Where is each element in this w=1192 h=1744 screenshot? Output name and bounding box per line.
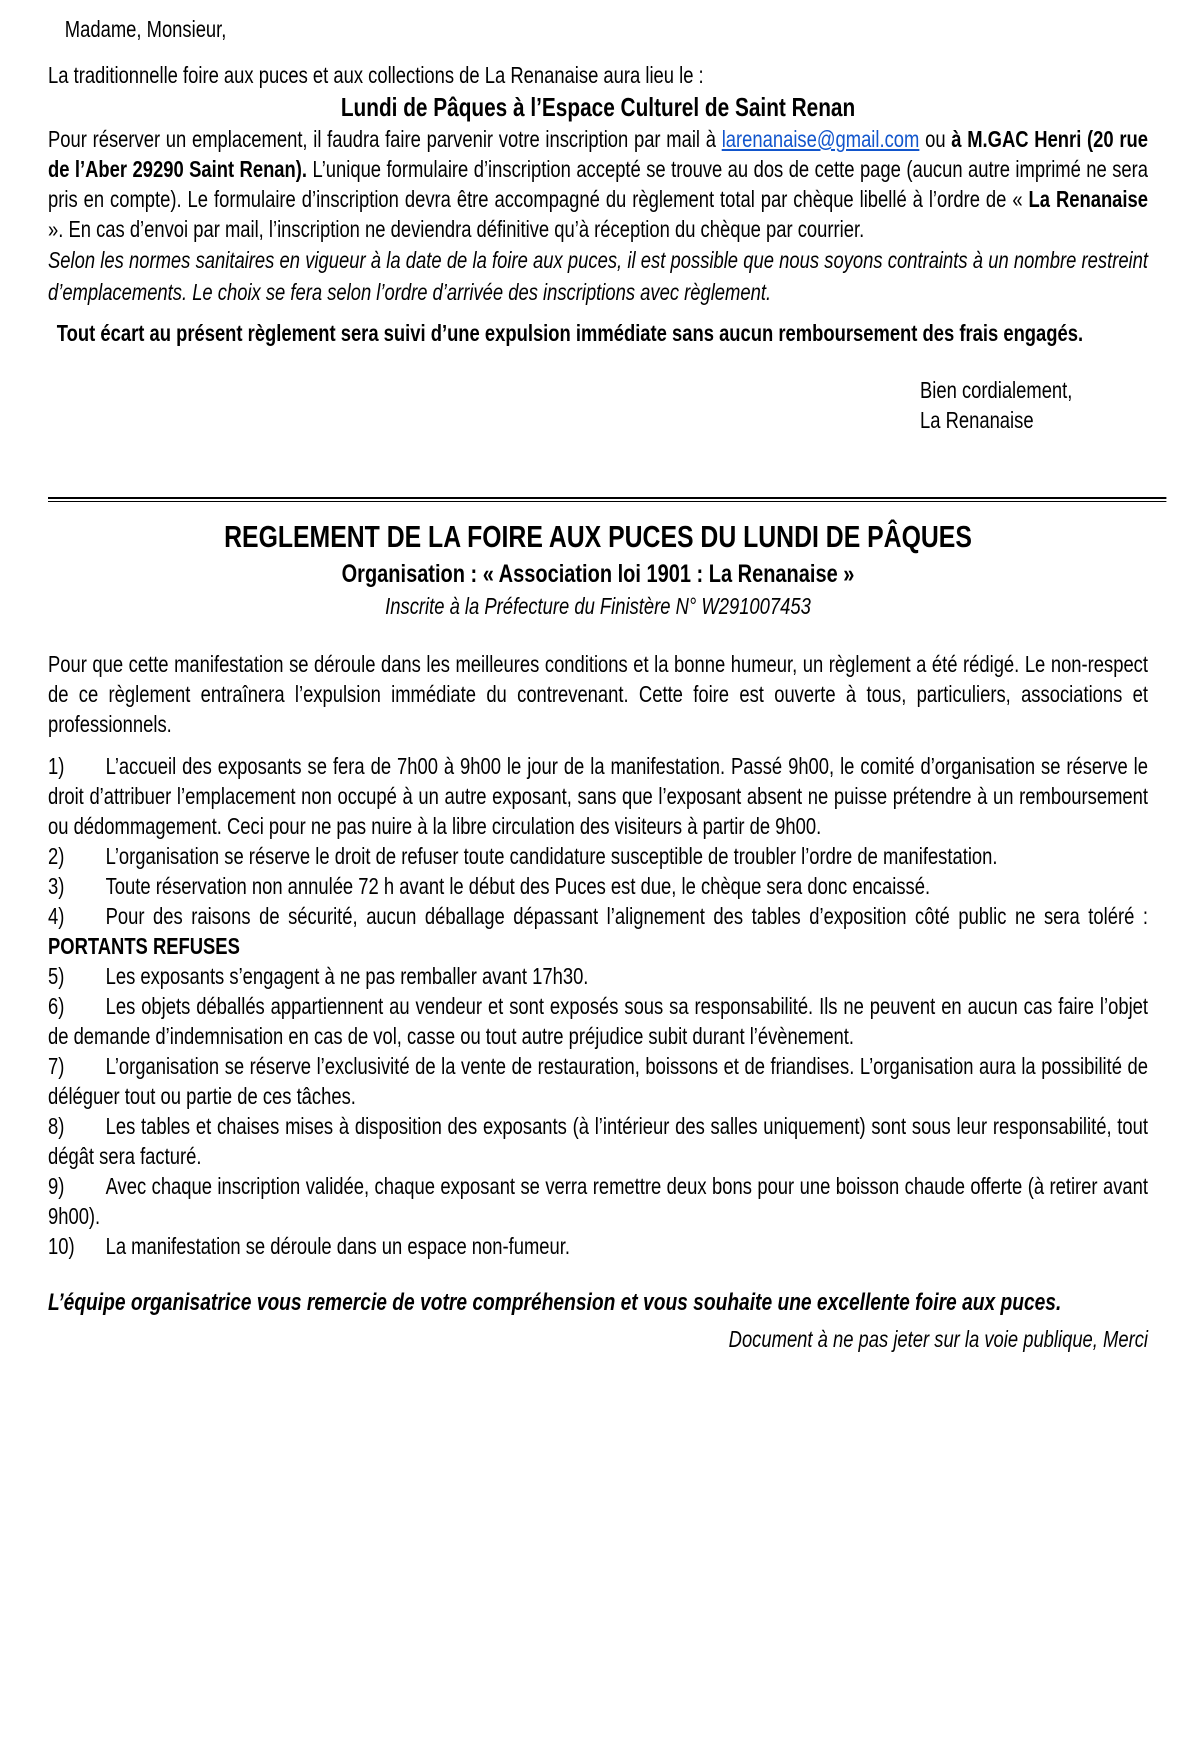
- registration-paragraph: [48, 124, 1148, 244]
- rule-item-number: 4): [48, 903, 65, 929]
- registration-address-bold: à M.GAC Henri (20 rue de l’Aber 29290 Saint Renan).: [48, 126, 1148, 182]
- closing-block: [920, 375, 1148, 435]
- rules-intro: Pour que cette manifestation se déroule dans les meilleures conditions et la bonne humeur, un règlement a été rédigé. Le non-respect de ce règlement entraînera l’expulsion immédiate du contrevenant. Cette foire est ouverte à tous, particuliers, associations et professionnels.: [48, 651, 1148, 737]
- rule-item-text: L’organisation se réserve le droit de refuser toute candidature susceptible de troubler l’ordre de manifestation.: [105, 843, 998, 869]
- warning-paragraph: Tout écart au présent règlement sera suivi d’une expulsion immédiate sans aucun remboursement des frais engagés.: [56, 320, 1084, 346]
- rules-registration-number: Inscrite à la Préfecture du Finistère N° W291007453: [385, 593, 811, 619]
- document-content: [48, 14, 1148, 1354]
- association-name-bold: La Renanaise: [1028, 186, 1148, 212]
- registration-text-1: Pour réserver un emplacement, il faudra faire parvenir votre inscription par mail à: [48, 126, 722, 152]
- rule-item-number: 6): [48, 993, 65, 1019]
- closing-line-1: Bien cordialement,: [920, 377, 1073, 403]
- rule-item-number: 3): [48, 873, 65, 899]
- rule-item-number: 8): [48, 1113, 65, 1139]
- rule-item-3: [48, 871, 1148, 901]
- rule-item-1: [48, 751, 1148, 841]
- rules-subtitle: Organisation : « Association loi 1901 : La Renanaise »: [341, 560, 855, 588]
- salutation: Madame, Monsieur,: [64, 16, 227, 42]
- rule-item-number: 9): [48, 1173, 65, 1199]
- rule-item-text: Les tables et chaises mises à disposition des exposants (à l’intérieur des salles uniquement) sont sous leur responsabilité, tout dégât sera facturé.: [48, 1113, 1149, 1169]
- rule-item-5: [48, 961, 1148, 991]
- rule-item-8: [48, 1111, 1148, 1171]
- rule-item-text: La manifestation se déroule dans un espace non-fumeur.: [105, 1233, 570, 1259]
- rule-item-text: Avec chaque inscription validée, chaque exposant se verra remettre deux bons pour une boisson chaude offerte (à retirer avant 9h00).: [48, 1173, 1149, 1229]
- final-note: L’équipe organisatrice vous remercie de votre compréhension et vous souhaite une excellente foire aux puces.: [48, 1289, 1062, 1316]
- rule-item-text-bold: PORTANTS REFUSES: [48, 933, 240, 959]
- event-title: Lundi de Pâques à l’Espace Culturel de Saint Renan: [340, 92, 856, 122]
- rule-item-number: 1): [48, 753, 65, 779]
- rule-item-9: [48, 1171, 1148, 1231]
- rule-item-10: [48, 1231, 1148, 1261]
- rule-item-2: [48, 841, 1148, 871]
- rule-item-text: Toute réservation non annulée 72 h avant le début des Puces est due, le chèque sera donc encaissé.: [105, 873, 931, 899]
- sanitary-note: Selon les normes sanitaires en vigueur à la date de la foire aux puces, il est possible que nous soyons contraints à un nombre restreint d’emplacements. Le choix se fera selon l’ordre d’arrivée des inscriptions avec règlement.: [48, 247, 1148, 305]
- email-link[interactable]: larenanaise@gmail.com: [721, 126, 920, 152]
- rule-item-7: [48, 1051, 1148, 1111]
- registration-text-2: ou: [919, 126, 952, 152]
- rule-item-6: [48, 991, 1148, 1051]
- footer-note: Document à ne pas jeter sur la voie publique, Merci: [728, 1326, 1148, 1352]
- rule-item-4: [48, 901, 1148, 961]
- rule-item-number: 2): [48, 843, 65, 869]
- registration-text-4: ». En cas d’envoi par mail, l’inscription ne deviendra définitive qu’à réception du chèque par courrier.: [48, 216, 865, 242]
- rule-item-number: 5): [48, 963, 65, 989]
- rule-item-text: Les objets déballés appartiennent au vendeur et sont exposés sous sa responsabilité. Ils ne peuvent en aucun cas faire l’objet de demande d’indemnisation en cas de vol, casse ou tout autre préjudice subit durant l’évènement.: [48, 993, 1149, 1049]
- rule-item-text: L’organisation se réserve l’exclusivité de la vente de restauration, boissons et de friandises. L’organisation aura la possibilité de déléguer tout ou partie de ces tâches.: [48, 1053, 1149, 1109]
- rule-item-number: 10): [48, 1233, 75, 1259]
- rules-title: REGLEMENT DE LA FOIRE AUX PUCES DU LUNDI DE PÂQUES: [224, 519, 972, 554]
- intro-line: La traditionnelle foire aux puces et aux collections de La Renanaise aura lieu le :: [48, 62, 704, 88]
- section-divider: [48, 497, 1166, 502]
- registration-text-3: L’unique formulaire d’inscription accepté se trouve au dos de cette page (aucun autre imprimé ne sera pris en compte). Le formulaire d’inscription devra être accompagné du règlement total par chèque libellé à l’ordre de «: [48, 156, 1148, 212]
- rule-item-text: Pour des raisons de sécurité, aucun déballage dépassant l’alignement des tables d’exposition côté public ne sera toléré :: [105, 903, 1149, 929]
- rule-item-text: Les exposants s’engagent à ne pas remballer avant 17h30.: [105, 963, 589, 989]
- rules-list: [48, 751, 1148, 1261]
- rule-item-number: 7): [48, 1053, 65, 1079]
- rule-item-text: L’accueil des exposants se fera de 7h00 à 9h00 le jour de la manifestation. Passé 9h00, le comité d’organisation se réserve le droit d’attribuer l’emplacement non occupé à un autre exposant, sans que l’exposant absent ne puisse prétendre à un remboursement ou dédommagement. Ceci pour ne pas nuire à la libre circulation des visiteurs à partir de 9h00.: [48, 753, 1149, 839]
- closing-line-2: La Renanaise: [920, 407, 1034, 433]
